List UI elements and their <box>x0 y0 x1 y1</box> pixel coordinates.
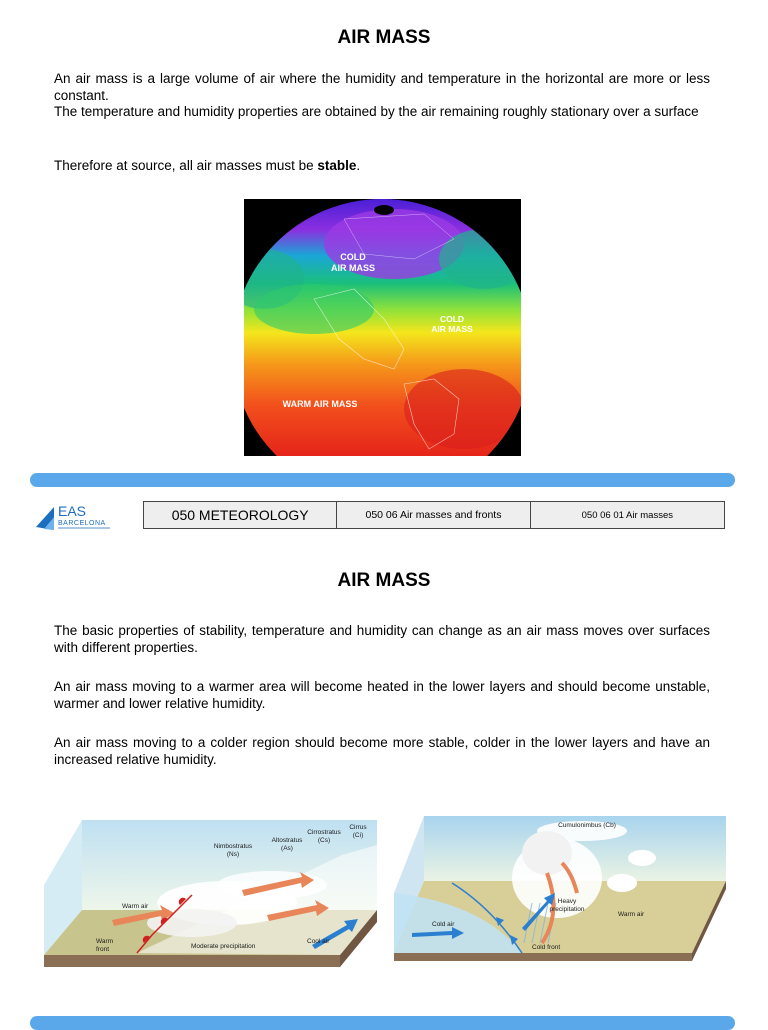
logo-sub-text: BARCELONA <box>58 520 106 527</box>
intro-paragraph <box>54 71 710 121</box>
section-2-title: AIR MASS <box>337 570 431 591</box>
warm-front-label-1: Warm <box>96 938 114 945</box>
heavy-precipitation-label-1: Heavy <box>557 898 577 905</box>
cool-air-label: Cool air <box>307 938 330 945</box>
heavy-precipitation-label-2: precipitation <box>549 906 585 913</box>
altostratus-abbr-label: (As) <box>281 845 293 852</box>
cirrus-abbr-label: (Ci) <box>352 832 364 839</box>
page-title: AIR MASS <box>337 27 431 48</box>
warm-air-label-cold-front: Warm air <box>618 911 645 918</box>
cold-air-mass-label-1a: COLD <box>340 252 366 262</box>
properties-paragraph: The basic properties of stability, temperature and humidity can change as an air mass moves over surfaces with different properties. <box>54 623 710 655</box>
cold-air-mass-label-2b: AIR MASS <box>431 324 473 334</box>
cirrostratus-abbr-label: (Cs) <box>317 837 331 844</box>
warm-front-label-2: front <box>96 946 110 953</box>
eas-barcelona-logo <box>34 500 116 536</box>
warmer-area-paragraph: An air mass moving to a warmer area will become heated in the lower layers and should become unstable, warmer and lower relative humidity. <box>54 679 710 711</box>
cold-air-label: Cold air <box>432 921 455 928</box>
nimbostratus-abbr-label: (Ns) <box>226 851 240 858</box>
warm-front-diagram <box>42 815 382 975</box>
altostratus-label: Altostratus <box>271 837 303 844</box>
chapter-cell: 050 06 Air masses and fronts <box>337 502 530 528</box>
course-reference-table <box>143 501 725 529</box>
section-divider-bar <box>30 473 735 487</box>
stability-statement <box>54 158 710 175</box>
cirrus-label: Cirrus <box>349 824 367 831</box>
subject-cell: 050 METEOROLOGY <box>144 502 337 528</box>
cold-front-diagram <box>392 813 728 968</box>
warm-air-mass-label: WARM AIR MASS <box>282 399 358 409</box>
stability-prefix: Therefore at source, all air masses must be <box>54 158 318 173</box>
stability-bold-word: stable <box>317 158 357 173</box>
intro-line-2: The temperature and humidity properties are obtained by the air remaining roughly stationary over a surface <box>54 104 699 119</box>
cold-air-mass-label-2a: COLD <box>439 314 465 324</box>
section-cell: 050 06 01 Air masses <box>581 509 673 521</box>
moderate-precipitation-label: Moderate precipitation <box>191 943 256 950</box>
nimbostratus-label: Nimbostratus <box>213 843 253 850</box>
bottom-divider-bar <box>30 1016 735 1030</box>
cumulonimbus-label: Cumulonimbus (Cb) <box>558 822 616 829</box>
intro-line-1: An air mass is a large volume of air where the humidity and temperature in the horizontal are more or less constant. <box>54 71 710 103</box>
colder-region-paragraph: An air mass moving to a colder region should become more stable, colder in the lower layers and have an increased relative humidity. <box>54 735 710 767</box>
stability-suffix: . <box>356 158 361 173</box>
air-mass-globe-figure <box>244 199 521 456</box>
cold-front-label: Cold front <box>532 944 561 951</box>
cold-air-mass-label-1b: AIR MASS <box>330 263 376 273</box>
cirrostratus-label: Cirrostratus <box>307 829 341 836</box>
logo-main-text: EAS <box>58 503 87 519</box>
warm-air-label: Warm air <box>122 903 149 910</box>
